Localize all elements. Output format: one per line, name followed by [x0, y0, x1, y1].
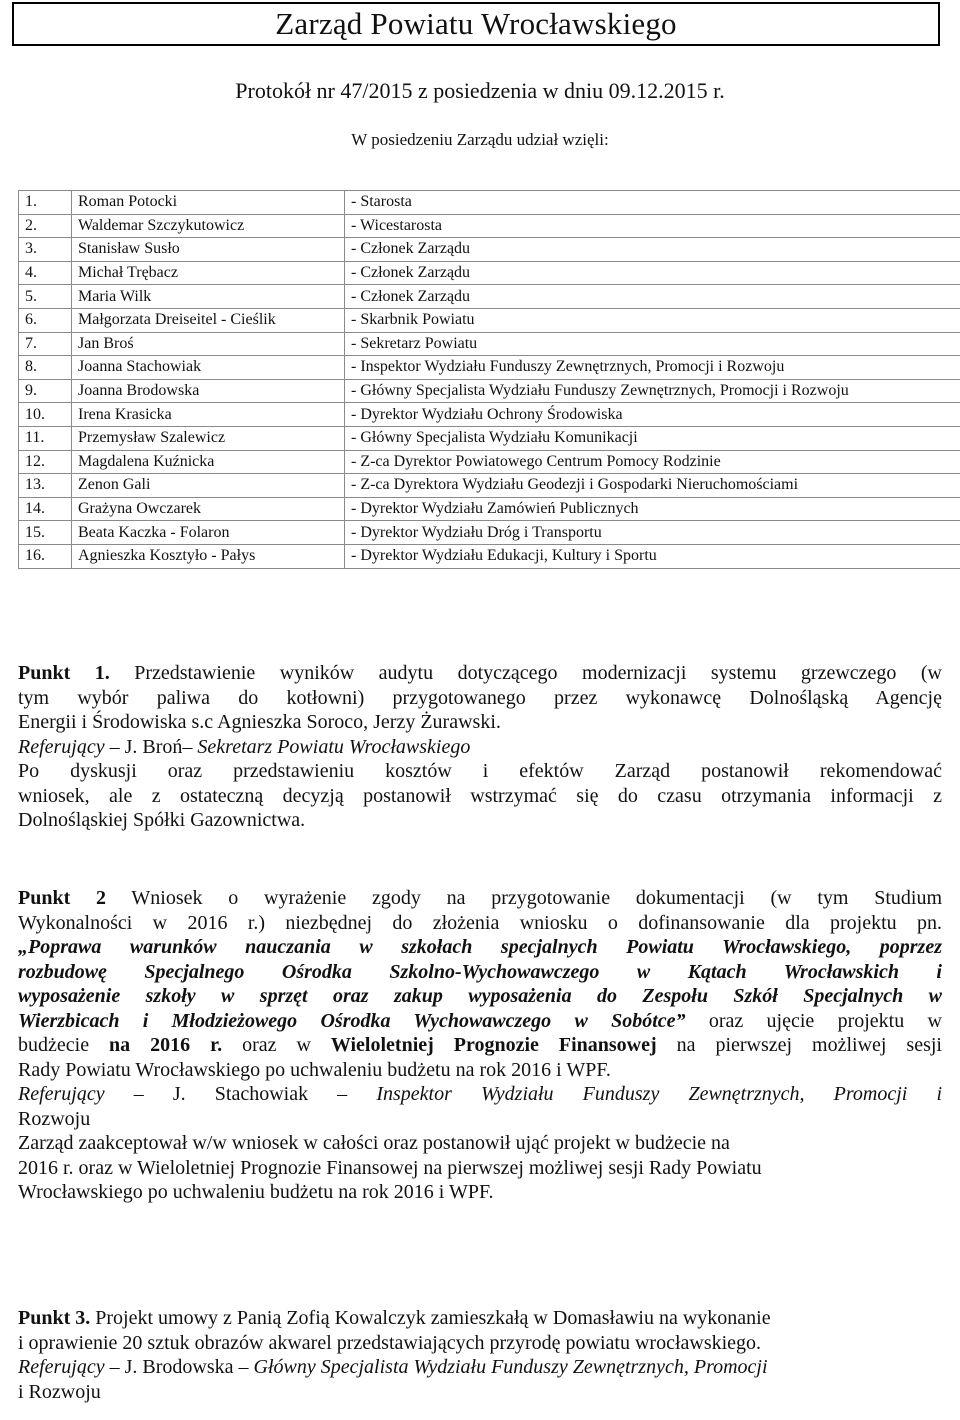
member-number: 2.: [19, 214, 72, 238]
punkt-3-line-2: i oprawienie 20 sztuk obrazów akwarel przedstawiających przyrodę powiatu wrocławskiego.: [18, 1331, 762, 1354]
member-number: 1.: [19, 191, 72, 215]
punkt-3-referent: Referujący – J. Brodowska – Główny Specjalista Wydziału Funduszy Zewnętrznych, Promocji: [18, 1356, 768, 1378]
punkt-3-referent-cont: i Rozwoju: [18, 1380, 101, 1403]
table-row: [19, 261, 960, 285]
member-role: - Członek Zarządu: [345, 238, 960, 262]
table-row: [19, 403, 960, 427]
member-number: 15.: [19, 521, 72, 545]
punkt-1-line-2: tym wybór paliwa do kotłowni) przygotowanego przez wykonawcę Dolnośląską Agencję: [18, 686, 942, 709]
member-name: Magdalena Kuźnicka: [72, 450, 345, 474]
punkt-1-line-3: Energii i Środowiska s.c Agnieszka Soroco, Jerzy Żurawski.: [18, 711, 501, 733]
member-number: 8.: [19, 356, 72, 380]
member-number: 3.: [19, 238, 72, 262]
attendance-table-body: [19, 191, 960, 569]
member-role: - Dyrektor Wydziału Dróg i Transportu: [345, 521, 960, 545]
table-row: [19, 332, 960, 356]
member-role: - Z-ca Dyrektora Wydziału Geodezji i Gospodarki Nieruchomościami: [345, 474, 960, 498]
member-role: - Dyrektor Wydziału Ochrony Środowiska: [345, 403, 960, 427]
table-row: [19, 308, 960, 332]
table-row: [19, 474, 960, 498]
table-row: [19, 497, 960, 521]
table-row: [19, 214, 960, 238]
attendance-table: [18, 190, 960, 569]
member-role: - Członek Zarządu: [345, 285, 960, 309]
member-name: Beata Kaczka - Folaron: [72, 521, 345, 545]
member-name: Roman Potocki: [72, 191, 345, 215]
member-number: 9.: [19, 379, 72, 403]
punkt-2-quote-4: Wierzbicach i Młodzieżowego Ośrodka Wychowawczego w Sobótce” oraz ujęcie projektu w: [18, 1009, 942, 1032]
member-number: 12.: [19, 450, 72, 474]
member-name: Waldemar Szczykutowicz: [72, 214, 345, 238]
member-role: - Skarbnik Powiatu: [345, 308, 960, 332]
member-name: Jan Broś: [72, 332, 345, 356]
member-number: 6.: [19, 308, 72, 332]
table-row: [19, 285, 960, 309]
member-number: 10.: [19, 403, 72, 427]
member-role: - Dyrektor Wydziału Zamówień Publicznych: [345, 497, 960, 521]
punkt-1-label: Punkt 1.: [18, 662, 110, 684]
member-name: Małgorzata Dreiseitel - Cieślik: [72, 308, 345, 332]
punkt-2-line-5: budżecie na 2016 r. oraz w Wieloletniej Prognozie Finansowej na pierwszej możliwej sesji: [18, 1034, 942, 1056]
member-role: - Starosta: [345, 191, 960, 215]
punkt-2: [18, 886, 942, 1205]
punkt-2-line-1: Punkt 2 Wniosek o wyrażenie zgody na przygotowanie dokumentacji (w tym Studium: [18, 887, 943, 909]
member-number: 16.: [19, 544, 72, 568]
table-row: [19, 238, 960, 262]
punkt-3-line-1: Punkt 3. Projekt umowy z Panią Zofią Kowalczyk zamieszkałą w Domasławiu na wykonanie: [18, 1307, 771, 1329]
member-role: - Sekretarz Powiatu: [345, 332, 960, 356]
member-number: 5.: [19, 285, 72, 309]
member-number: 13.: [19, 474, 72, 498]
punkt-2-line-2: Wykonalności w 2016 r.) niezbędnej do złożenia wniosku o dofinansowanie dla projektu pn.: [18, 911, 942, 934]
protocol-heading: Protokół nr 47/2015 z posiedzenia w dniu 09.12.2015 r.: [235, 78, 725, 103]
title-box: [12, 2, 940, 46]
member-name: Przemysław Szalewicz: [72, 426, 345, 450]
member-name: Agnieszka Kosztyło - Pałys: [72, 544, 345, 568]
attendance-intro: W posiedzeniu Zarządu udział wzięli:: [351, 130, 609, 149]
punkt-2-decision-3: Wrocławskiego po uchwaleniu budżetu na rok 2016 i WPF.: [18, 1181, 494, 1203]
member-name: Irena Krasicka: [72, 403, 345, 427]
punkt-2-decision-2: 2016 r. oraz w Wieloletniej Prognozie Finansowej na pierwszej możliwej sesji Rady Powiatu: [18, 1156, 762, 1179]
member-role: - Dyrektor Wydziału Edukacji, Kultury i Sportu: [345, 544, 960, 568]
punkt-1-decision-1: Po dyskusji oraz przedstawieniu kosztów i efektów Zarząd postanowił rekomendować: [18, 760, 942, 782]
punkt-3-label: Punkt 3.: [18, 1307, 91, 1329]
table-row: [19, 191, 960, 215]
punkt-2-line-6: Rady Powiatu Wrocławskiego po uchwaleniu budżetu na rok 2016 i WPF.: [18, 1058, 611, 1081]
member-number: 7.: [19, 332, 72, 356]
table-row: [19, 521, 960, 545]
table-row: [19, 450, 960, 474]
punkt-2-quote-1: „Poprawa warunków nauczania w szkołach specjalnych Powiatu Wrocławskiego, poprzez: [18, 936, 942, 958]
member-role: - Członek Zarządu: [345, 261, 960, 285]
punkt-1-line-1: Punkt 1. Przedstawienie wyników audytu dotyczącego modernizacji systemu grzewczego (w: [18, 662, 942, 684]
member-name: Maria Wilk: [72, 285, 345, 309]
member-role: - Z-ca Dyrektor Powiatowego Centrum Pomocy Rodzinie: [345, 450, 960, 474]
punkt-3: [18, 1306, 942, 1404]
table-row: [19, 544, 960, 568]
member-name: Michał Trębacz: [72, 261, 345, 285]
member-number: 4.: [19, 261, 72, 285]
punkt-1: [18, 661, 942, 833]
member-name: Zenon Gali: [72, 474, 345, 498]
member-name: Joanna Stachowiak: [72, 356, 345, 380]
member-role: - Główny Specjalista Wydziału Funduszy Zewnętrznych, Promocji i Rozwoju: [345, 379, 960, 403]
punkt-1-referent: Referujący – J. Broń– Sekretarz Powiatu Wrocławskiego: [18, 735, 471, 758]
member-number: 11.: [19, 426, 72, 450]
member-role: - Wicestarosta: [345, 214, 960, 238]
member-name: Stanisław Susło: [72, 238, 345, 262]
document-title: Zarząd Powiatu Wrocławskiego: [275, 6, 677, 41]
punkt-2-referent: Referujący – J. Stachowiak – Inspektor Wydziału Funduszy Zewnętrznych, Promocji i: [18, 1083, 943, 1105]
punkt-2-label: Punkt 2: [18, 887, 107, 909]
punkt-2-referent-cont: Rozwoju: [18, 1107, 91, 1130]
table-row: [19, 356, 960, 380]
punkt-2-decision-1: Zarząd zaakceptował w/w wniosek w całości oraz postanowił ująć projekt w budżecie na: [18, 1132, 730, 1154]
member-name: Joanna Brodowska: [72, 379, 345, 403]
punkt-1-decision-3: Dolnośląskiej Spółki Gazownictwa.: [18, 809, 306, 831]
table-row: [19, 426, 960, 450]
member-name: Grażyna Owczarek: [72, 497, 345, 521]
punkt-2-quote-3: wyposażenie szkoły w sprzęt oraz zakup wyposażenia do Zespołu Szkół Specjalnych w: [18, 985, 942, 1007]
table-row: [19, 379, 960, 403]
punkt-2-quote-2: rozbudowę Specjalnego Ośrodka Szkolno-Wychowawczego w Kątach Wrocławskich i: [18, 960, 942, 983]
member-number: 14.: [19, 497, 72, 521]
punkt-1-decision-2: wniosek, ale z ostateczną decyzją postanowił wstrzymać się do czasu otrzymania informacji z: [18, 784, 942, 807]
member-role: - Główny Specjalista Wydziału Komunikacji: [345, 426, 960, 450]
member-role: - Inspektor Wydziału Funduszy Zewnętrznych, Promocji i Rozwoju: [345, 356, 960, 380]
